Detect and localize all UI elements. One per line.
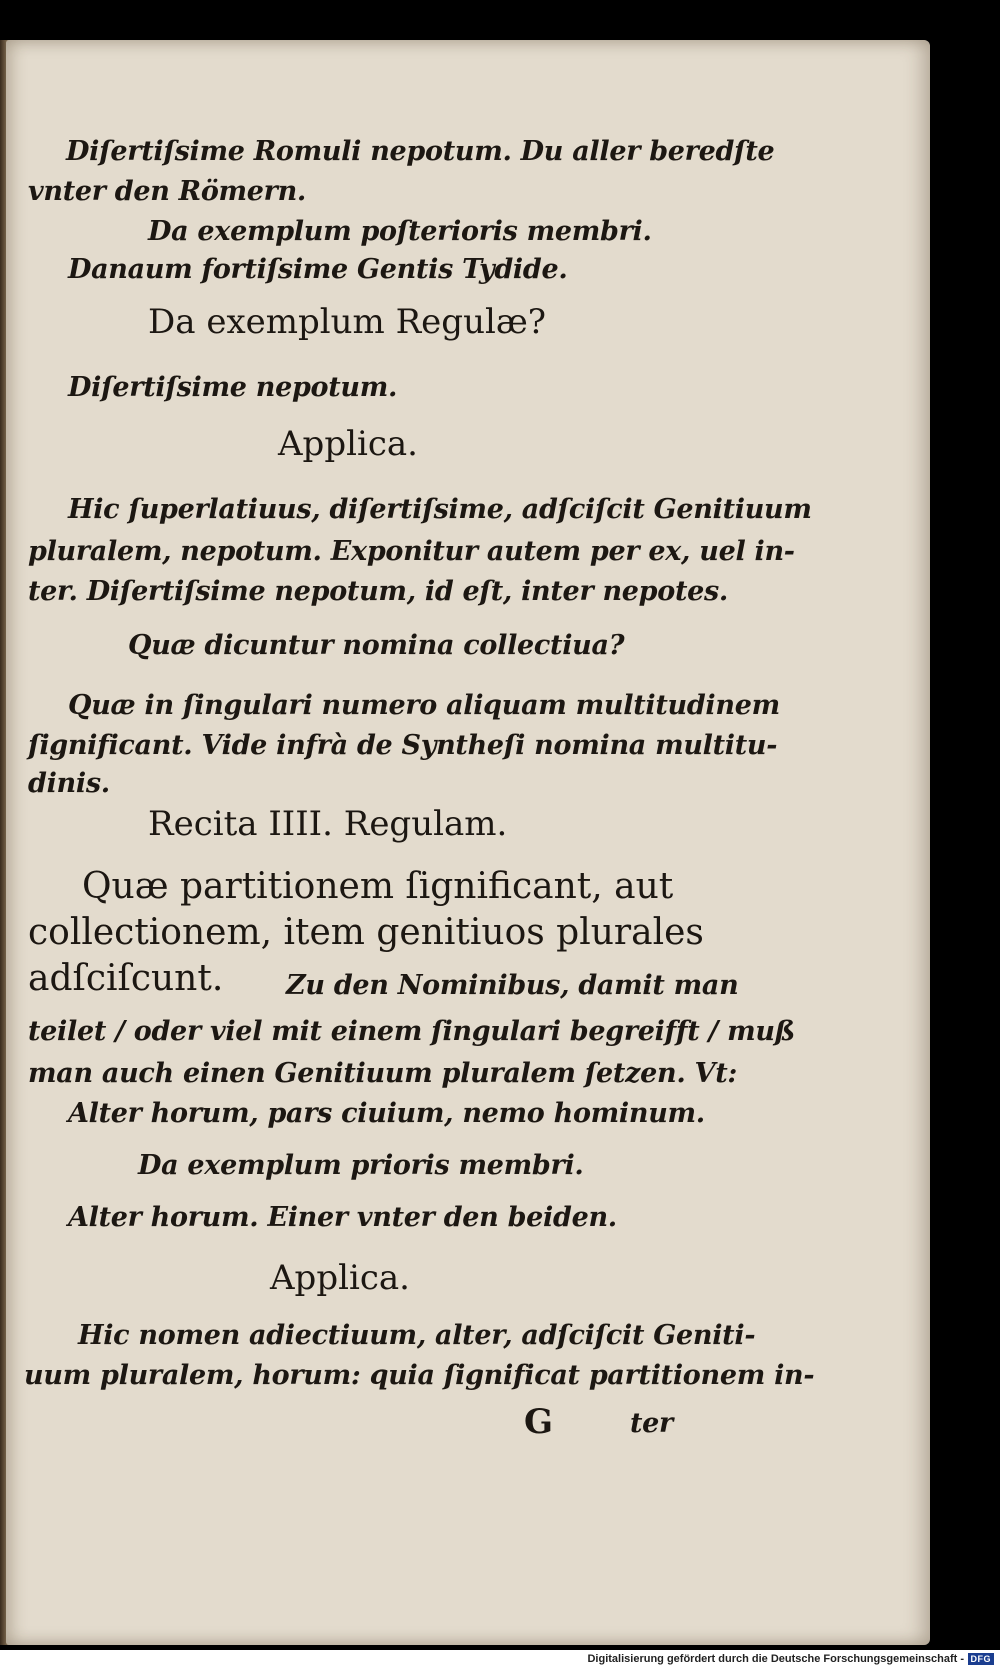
text-line-11: Quæ dicuntur nomina collectiua? xyxy=(128,630,625,661)
text-line-21: man auch einen Genitiuum pluralem ſetzen. Vt: xyxy=(28,1058,738,1089)
signature-mark: G xyxy=(524,1402,554,1442)
text-line-6: Diſertiſsime nepotum. xyxy=(68,372,398,403)
text-line-14: dinis. xyxy=(28,768,110,799)
dfg-logo: DFG xyxy=(968,1653,995,1665)
rule-line-3: adſciſcunt. xyxy=(28,958,224,999)
text-line-20: teilet / oder viel mit einem ſingulari begreifft / muß xyxy=(28,1016,795,1047)
text-line-12: Quæ in ſingulari numero aliquam multitudinem xyxy=(68,690,780,721)
text-line-3: Da exemplum poſterioris membri. xyxy=(148,216,652,247)
text-line-23: Da exemplum prioris membri. xyxy=(138,1150,584,1181)
catchword: ter xyxy=(630,1408,673,1439)
text-line-13: ſignificant. Vide infrà de Syntheſi nomina multitu- xyxy=(28,730,778,761)
book-page xyxy=(6,40,930,1645)
text-line-19: Zu den Nominibus, damit man xyxy=(286,970,739,1001)
recita-heading: Recita IIII. Regulam. xyxy=(148,804,508,844)
text-line-26: Hic nomen adiectiuum, alter, adſciſcit Geniti- xyxy=(78,1320,756,1351)
text-line-2: vnter den Römern. xyxy=(28,176,307,207)
text-line-1: Diſertiſsime Romuli nepotum. Du aller beredſte xyxy=(66,136,775,167)
applica-heading-2: Applica. xyxy=(270,1258,410,1298)
question-heading-1: Da exemplum Regulæ? xyxy=(148,302,547,342)
rule-line-1: Quæ partitionem ſignificant, aut xyxy=(82,866,674,907)
text-line-10: ter. Diſertiſsime nepotum, id eſt, inter nepotes. xyxy=(28,576,729,607)
text-line-4: Danaum fortiſsime Gentis Tydide. xyxy=(68,254,568,285)
text-line-24: Alter horum. Einer vnter den beiden. xyxy=(68,1202,617,1233)
footer-text: Digitalisierung gefördert durch die Deutsche Forschungsgemeinschaft - xyxy=(587,1653,964,1665)
text-line-9: pluralem, nepotum. Exponitur autem per ex, uel in- xyxy=(28,536,795,567)
text-line-8: Hic ſuperlatiuus, diſertiſsime, adſciſcit Genitiuum xyxy=(68,494,812,525)
text-line-27: uum pluralem, horum: quia ſignificat partitionem in- xyxy=(24,1360,815,1391)
rule-line-2: collectionem, item genitiuos plurales xyxy=(28,912,704,953)
text-line-22: Alter horum, pars ciuium, nemo hominum. xyxy=(68,1098,705,1129)
footer xyxy=(0,1650,1000,1670)
applica-heading-1: Applica. xyxy=(278,424,418,464)
